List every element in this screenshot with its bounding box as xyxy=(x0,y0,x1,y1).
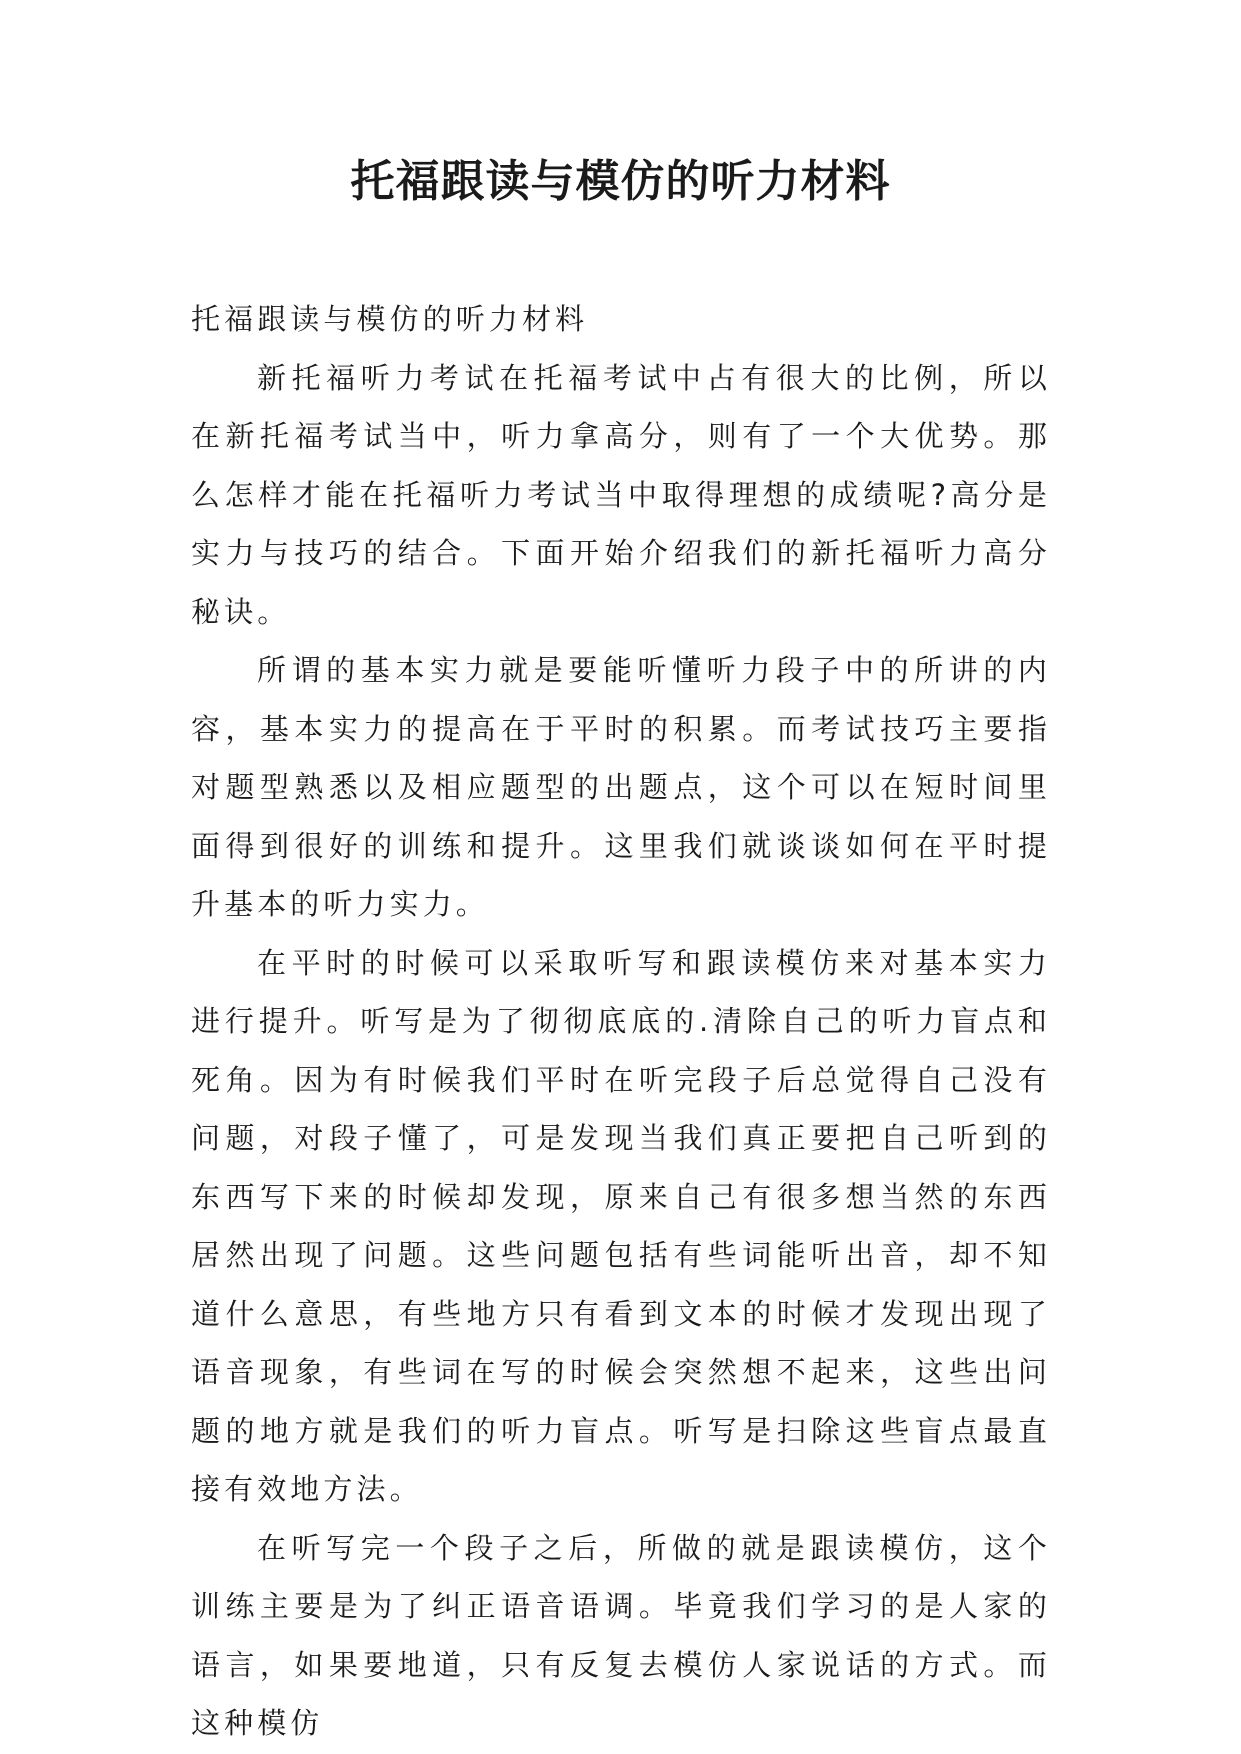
paragraph: 在平时的时候可以采取听写和跟读模仿来对基本实力进行提升。听写是为了彻彻底底的.清除自己的听力盲点和死角。因为有时候我们平时在听完段子后总觉得自己没有问题，对段子懂了，可是发现当我们真正要把自己听到的东西写下来的时候却发现，原来自己有很多想当然的东西居然出现了问题。这些问题包括有些词能听出音，却不知道什么意思，有些地方只有看到文本的时候才发现出现了语音现象，有些词在写的时候会突然想不起来，这些出问题的地方就是我们的听力盲点。听写是扫除这些盲点最直接有效地方法。 xyxy=(191,945,1051,1506)
document-body xyxy=(191,290,1051,1753)
document-title: 托福跟读与模仿的听力材料 xyxy=(350,156,891,207)
document-subtitle: 托福跟读与模仿的听力材料 xyxy=(191,302,589,336)
paragraph: 新托福听力考试在托福考试中占有很大的比例，所以在新托福考试当中，听力拿高分，则有了一个大优势。那么怎样才能在托福听力考试当中取得理想的成绩呢?高分是实力与技巧的结合。下面开始介绍我们的新托福听力高分秘诀。 xyxy=(191,360,1051,629)
paragraph: 在听写完一个段子之后，所做的就是跟读模仿，这个训练主要是为了纠正语音语调。毕竟我们学习的是人家的语言，如果要地道，只有反复去模仿人家说话的方式。而这种模仿 xyxy=(191,1530,1051,1740)
paragraph: 所谓的基本实力就是要能听懂听力段子中的所讲的内容，基本实力的提高在于平时的积累。而考试技巧主要指对题型熟悉以及相应题型的出题点，这个可以在短时间里面得到很好的训练和提升。这里我们就谈谈如何在平时提升基本的听力实力。 xyxy=(191,653,1051,921)
